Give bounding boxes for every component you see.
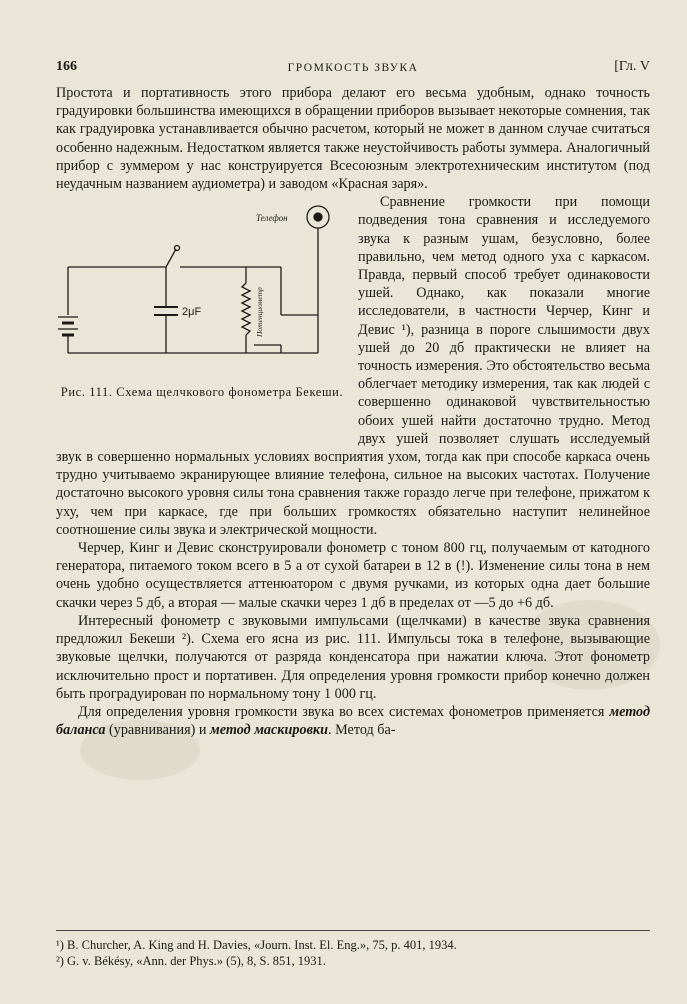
- paragraph-2: Сравнение громкости при помощи подведения тона сравнения и исследуемого звука к разным ушам, безусловно, более правильно, чем метод одного уха с каркасом. Правда, первый способ требует одинаковости ушей. Однако, как показали многие исследователи, в частности Черчер, Кинг и Девис ¹), разница в пороге слышимости двух ушей до 20 дб практически не влияет на точность измерения. Это обстоятельство весьма облегчает методику измерения, так как людей с совершенно одинаковой чувствительностью обоих ушей найти достаточно трудно. Метод двух ушей позволяет слушать исследуемый звук в совершенно нормальных условиях восприятия ухом, тогда как при способе каркаса очень трудно учитываемо экранирующее влияние телефона, сильное на высоких частотах. Получение достаточно высокого уровня силы тона сравнения также гораздо легче при телефоне, прижатом к уху, чем при каркасе, где при больших громкостях обязательно наступит нелинейное соотношение силы звука и электрической мощности.: [56, 194, 650, 538]
- figure-111: [56, 195, 348, 445]
- paragraph-5-end: . Метод ба-: [328, 722, 396, 739]
- key-switch: [166, 249, 176, 267]
- footnote-2: ²) G. v. Békésy, «Ann. der Phys.» (5), 8, S. 851, 1931.: [56, 954, 326, 968]
- paragraph-4: Интересный фонометр с звуковыми импульсами (щелчками) в качестве звука сравнения предложил Бекеши ²). Схема его ясна из рис. 111. Импульсы тока в телефоне, вызывающие звуковые щелчки, получаются от разряда конденсатора при нажатии ключа. Этот фонометр исключительно прост и портативен. Для определения уровня громкости прибор конечно должен быть проградуирован по нормальному тону 1 000 гц.: [56, 612, 650, 702]
- running-header: [56, 58, 650, 84]
- capacitor-label: 2μF: [182, 306, 202, 319]
- paragraph-5: [56, 703, 650, 739]
- paragraph-1: Простота и портативность этого прибора делают его весьма удобным, однако точность градуировки большинства имеющихся в обращении приборов вызывает некоторые сомнения, так как градуировка устанавливается обычно расчетом, который не может в данном случае считаться особенно надежным. Недостатком является также неустойчивость работы зуммера. Аналогичный прибор с зуммером у нас конструируется Всесоюзным электротехническим институтом (под неудачным названием аудиометра) и заводом «Красная заря».: [56, 85, 650, 193]
- chapter-marker: [Гл. V: [614, 59, 650, 74]
- potentiometer: [242, 283, 250, 335]
- page-number: 166: [56, 59, 77, 74]
- paragraph-5-mid: (уравнивания) и: [105, 722, 211, 739]
- paragraph-2-block: [56, 193, 650, 539]
- paragraph-5-start: Для определения уровня громкости звука во всех системах фонометров применяется: [78, 703, 610, 720]
- figure-caption: Рис. 111. Схема щелчкового фонометра Бекеши.: [60, 385, 344, 400]
- circuit-diagram: [56, 195, 348, 385]
- term-balance-method: метод баланса: [56, 703, 650, 739]
- running-title: ГРОМКОСТЬ ЗВУКА: [287, 62, 419, 74]
- page-body: [56, 58, 650, 739]
- paragraph-3: Черчер, Кинг и Девис сконструировали фонометр с тоном 800 гц, получаемым от катодного генератора, питаемого током всего в 5 а от сухой батареи в 12 в (!). Изменение силы тона в нем очень удобно осуществляется аттенюатором с двумя ручками, из которых одна дает большие скачки через 5 дб, а вторая — малые скачки через 1 дб в пределах от —5 до +6 дб.: [56, 540, 650, 611]
- telephone-label: Телефон: [256, 213, 288, 224]
- footnotes: [56, 930, 650, 969]
- potentiometer-label: Потенциометр: [255, 287, 264, 338]
- footnote-1: ¹) B. Churcher, A. King and H. Davies, «Journ. Inst. El. Eng.», 75, p. 401, 1934.: [56, 938, 457, 952]
- term-masking-method: метод маскировки: [210, 722, 328, 739]
